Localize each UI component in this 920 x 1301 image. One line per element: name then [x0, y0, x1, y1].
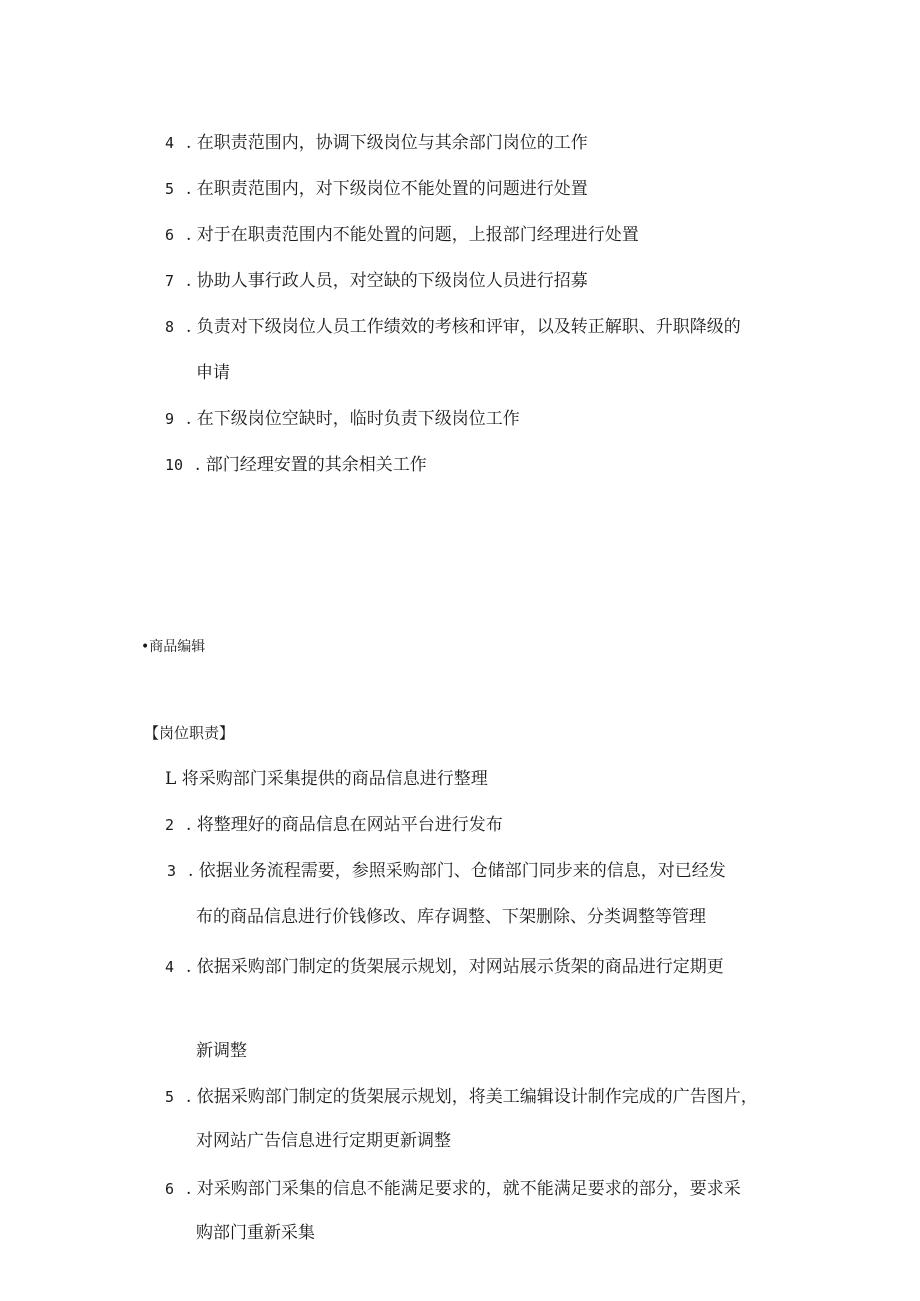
list-item-number: 9 [165, 410, 175, 428]
list-item-text: . 依据业务流程需要，参照采购部门、仓储部门同步来的信息，对已经发 [188, 861, 726, 881]
list-item-number: 10 [165, 456, 184, 474]
list-item-text: . 对采购部门采集的信息不能满足要求的，就不能满足要求的部分，要求采 [186, 1179, 741, 1199]
list-item-number: 4 [165, 958, 175, 976]
list-item-text: . 依据采购部门制定的货架展示规划，将美工编辑设计制作完成的广告图片， [186, 1087, 758, 1107]
list-item-text: . 部门经理安置的其余相关工作 [195, 455, 427, 475]
list-item-number: 2 [165, 816, 175, 834]
list-item-continuation: 对网站广告信息进行定期更新调整 [196, 1131, 451, 1151]
list-item-text: . 将整理好的商品信息在网站平台进行发布 [186, 815, 503, 835]
list-item-number: 6 [165, 226, 175, 244]
list-item-text: . 对于在职责范围内不能处置的问题，上报部门经理进行处置 [186, 225, 639, 245]
list-item-number: 6 [165, 1180, 175, 1198]
list-item-text: L 将采购部门采集提供的商品信息进行整理 [165, 769, 488, 789]
list-item-number: 4 [165, 134, 175, 152]
list-item-text: . 在职责范围内，对下级岗位不能处置的问题进行处置 [186, 179, 588, 199]
list-item-text: . 负责对下级岗位人员工作绩效的考核和评审，以及转正解职、升职降级的 [186, 317, 741, 337]
list-item-number: 7 [165, 272, 175, 290]
list-item-number: 8 [165, 318, 175, 336]
list-item-number: 5 [165, 1088, 175, 1106]
list-item-continuation: 购部门重新采集 [196, 1223, 315, 1243]
duty-heading: 【岗位职责】 [144, 724, 235, 742]
list-item-continuation: 新调整 [196, 1041, 247, 1061]
section-title: •商品编辑 [141, 639, 206, 655]
list-item-text: . 依据采购部门制定的货架展示规划，对网站展示货架的商品进行定期更 [186, 957, 724, 977]
list-item-number: 5 [165, 180, 175, 198]
list-item-text: . 协助人事行政人员，对空缺的下级岗位人员进行招募 [186, 271, 588, 291]
list-item-number: 3 [167, 862, 177, 880]
list-item-continuation: 布的商品信息进行价钱修改、库存调整、下架删除、分类调整等管理 [196, 907, 706, 927]
list-item-text: . 在下级岗位空缺时，临时负责下级岗位工作 [186, 409, 520, 429]
list-item-text: . 在职责范围内，协调下级岗位与其余部门岗位的工作 [186, 133, 588, 153]
list-item-continuation: 申请 [196, 363, 230, 383]
